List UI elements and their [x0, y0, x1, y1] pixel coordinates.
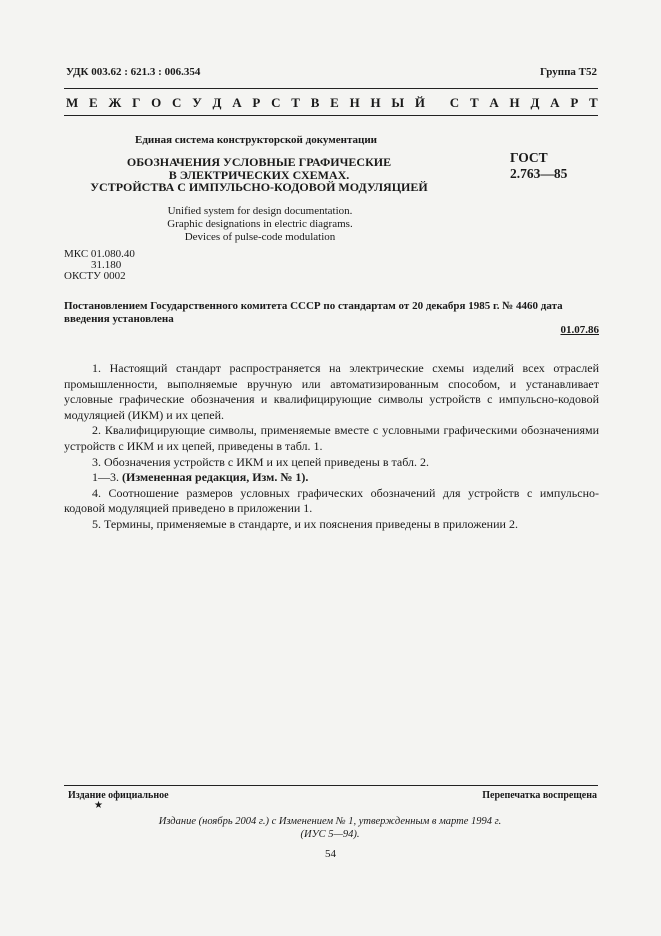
banner-letter: А: [489, 95, 499, 110]
effective-date: 01.07.86: [560, 324, 599, 336]
system-name: Единая система конструкторской документации: [135, 134, 377, 146]
paragraph: 1. Настоящий стандарт распространяется на электрические схемы изделий всех отраслей промышленности, выполняемые вручную или автоматизированным способом, и устанавливает условные графические обозначения и квалифицирующие символы устройств с импульсно-кодовой модуляцией (ИКМ) и их цепей.: [64, 361, 599, 422]
title-line: В ЭЛЕКТРИЧЕСКИХ СХЕМАХ.: [168, 167, 350, 182]
english-line: Devices of pulse-code modulation: [184, 231, 336, 243]
banner-letter: Т: [291, 95, 300, 110]
banner-letter: Н: [370, 95, 381, 110]
edition-line: (ИУС 5—94).: [300, 829, 360, 840]
banner-gap: [436, 95, 439, 111]
banner-letter: М: [66, 95, 79, 110]
banner-letter: Т: [469, 95, 479, 110]
english-line: Unified system for design documentation.: [167, 205, 353, 217]
paragraph: 4. Соотношение размеров условных графических обозначений для устройств с импульсно-кодовой модуляцией приведено в приложении 1.: [64, 485, 599, 516]
standard-banner: [66, 95, 598, 111]
classification-codes: [64, 249, 135, 282]
udk-code: УДК 003.62 : 621.3 : 006.354: [66, 66, 201, 78]
paragraph: 5. Термины, применяемые в стандарте, и их пояснения приведены в приложении 2.: [92, 516, 518, 531]
banner-letter: У: [192, 95, 202, 110]
banner-letter: Е: [330, 95, 339, 110]
body-text: [64, 361, 599, 533]
mks-code: 31.180: [91, 259, 122, 271]
banner-letter: Д: [212, 95, 222, 110]
gost-designation: [510, 150, 567, 182]
banner-letter: В: [310, 95, 320, 110]
okstu-code: ОКСТУ 0002: [64, 270, 126, 282]
english-line: Graphic designations in electric diagrams.: [167, 218, 353, 230]
banner-letter: Т: [589, 95, 598, 110]
banner-letter: С: [449, 95, 460, 110]
edition-note: [100, 815, 560, 841]
banner-letter: Е: [89, 95, 98, 110]
star-icon: ★: [94, 800, 103, 811]
banner-letter: Д: [530, 95, 540, 110]
official-edition: Издание официальное: [68, 790, 169, 801]
edition-line: Издание (ноябрь 2004 г.) с Изменением № 1, утвержденным в марте 1994 г.: [158, 816, 502, 827]
reprint-notice: Перепечатка воспрещена: [482, 790, 597, 801]
paragraph: [64, 470, 599, 486]
paragraph: 3. Обозначения устройств с ИКМ и их цепей приведены в табл. 2.: [92, 454, 430, 469]
amendment-note: (Измененная редакция, Изм. № 1).: [122, 470, 309, 485]
title-line: ОБОЗНАЧЕНИЯ УСЛОВНЫЕ ГРАФИЧЕСКИЕ: [126, 155, 392, 169]
banner-letter: Р: [570, 95, 579, 110]
banner-letter: Р: [252, 95, 261, 110]
english-title: [120, 205, 400, 244]
paragraph: 2. Квалифицирующие символы, применяемые вместе с условными графическими обозначениями устройств с ИКМ и их цепей, приведены в табл. 1.: [64, 423, 599, 453]
banner-letter: Н: [509, 95, 520, 110]
gost-label: ГОСТ: [510, 150, 548, 165]
banner-letter: С: [172, 95, 182, 110]
group-code: Группа Т52: [539, 66, 597, 78]
banner-rule: [64, 115, 598, 116]
banner-letter: Й: [414, 95, 426, 110]
amendment-range: 1—3.: [92, 470, 122, 485]
banner-letter: А: [550, 95, 560, 110]
banner-letter: А: [232, 95, 242, 110]
mks-code: МКС 01.080.40: [64, 248, 135, 260]
banner-letter: Ж: [108, 95, 122, 110]
banner-letter: Г: [132, 95, 141, 110]
gost-number: 2.763—85: [510, 166, 568, 181]
top-rule: [64, 88, 598, 89]
banner-letter: С: [271, 95, 281, 110]
banner-letter: Ы: [391, 95, 405, 110]
page-number: 54: [325, 848, 336, 860]
title-line: УСТРОЙСТВА С ИМПУЛЬСНО-КОДОВОЙ МОДУЛЯЦИЕЙ: [90, 180, 428, 194]
decree-text: Постановлением Государственного комитета СССР по стандартам от 20 декабря 1985 г. № 4460 дата введения установлена: [64, 300, 563, 325]
banner-letter: Н: [349, 95, 360, 110]
document-title: [84, 156, 434, 194]
footer-rule: [64, 785, 598, 786]
banner-letter: О: [151, 95, 162, 110]
